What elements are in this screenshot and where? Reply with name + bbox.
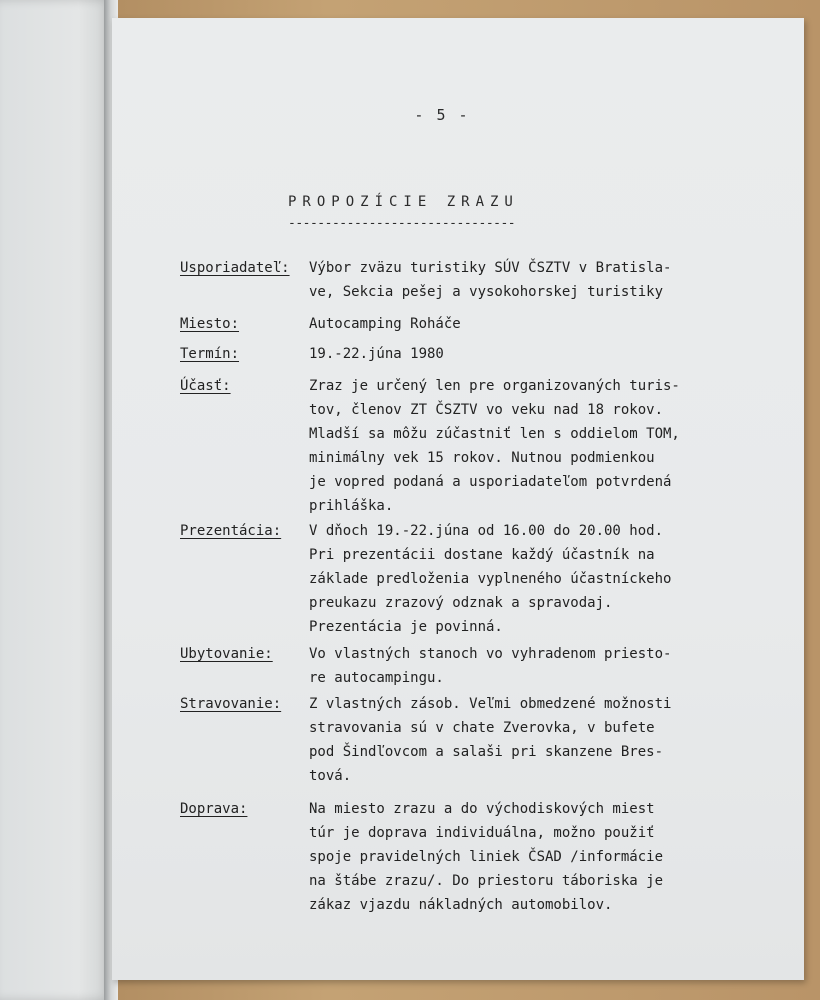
entry-label: Ubytovanie: — [180, 646, 273, 662]
entry-text: Na miesto zrazu a do východiskových miest túr je doprava individuálna, možno použiť spoje pravidelných liniek ČSAD /informácie na štábe zrazu/. Do priestoru táboriska je zákaz vjazdu nákladných automobilov. — [309, 801, 664, 913]
document-page — [112, 18, 804, 980]
entry-label: Doprava: — [180, 801, 248, 817]
entry-text: 19.-22.júna 1980 — [309, 346, 444, 362]
entry-label: Termín: — [180, 346, 240, 362]
entry-label: Miesto: — [180, 316, 240, 332]
entry-text: V dňoch 19.-22.júna od 16.00 do 20.00 hod. Pri prezentácii dostane každý účastník na základe predloženia vyplneného účastníckeho preukazu zrazový odznak a spravodaj. Prezentácia je povinná. — [309, 523, 672, 635]
facing-page — [0, 0, 112, 1000]
entry-text: Autocamping Roháče — [309, 316, 461, 332]
entry-text: Vo vlastných stanoch vo vyhradenom priesto- re autocampingu. — [309, 646, 672, 686]
entry-label: Prezentácia: — [180, 523, 282, 539]
entry-label: Usporiadateľ: — [180, 260, 290, 276]
document-title: PROPOZÍCIE ZRAZU — [288, 194, 519, 210]
entry-text: Výbor zväzu turistiky SÚV ČSZTV v Bratisla- ve, Sekcia pešej a vysokohorskej turistiky — [309, 260, 672, 300]
page-number: - 5 - — [414, 106, 470, 124]
entry-label: Účasť: — [180, 378, 231, 394]
entry-text: Zraz je určený len pre organizovaných turis- tov, členov ZT ČSZTV vo veku nad 18 rokov. Mladší sa môžu zúčastniť len s oddielom TOM, minimálny vek 15 rokov. Nutnou podmienkou je vopred podaná a usporiadateľom potvrdená prihláška. — [309, 378, 680, 514]
entry-label: Stravovanie: — [180, 696, 282, 712]
title-underline: ------------------------------- — [288, 216, 516, 231]
entry-text: Z vlastných zásob. Veľmi obmedzené možnosti stravovania sú v chate Zverovka, v bufete pod Šindľovcom a salaši pri skanzene Bres- tová. — [309, 696, 672, 784]
